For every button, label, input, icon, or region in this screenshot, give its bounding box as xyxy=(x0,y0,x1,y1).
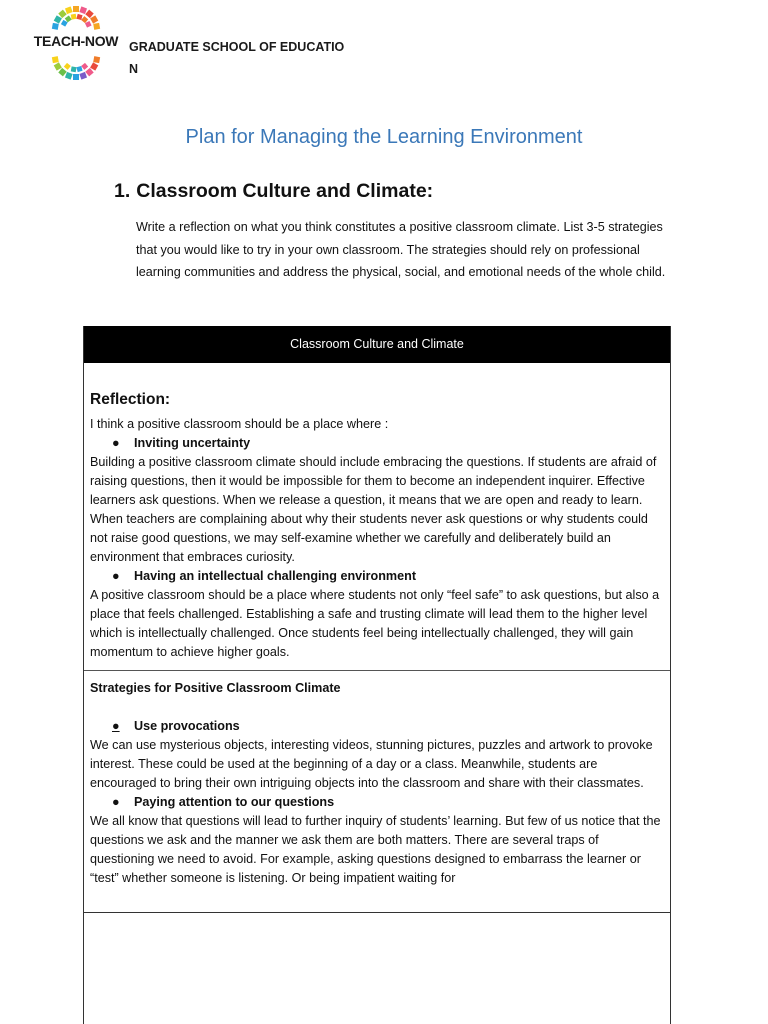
section-instructions: Write a reflection on what you think constitutes a positive classroom climate. List 3-5 strategies that you would like to try in your own classroom. The strategies should rely on professional learning communities and address the physical, social, and emotional needs of the whole child. xyxy=(136,220,666,279)
bullet-text: A positive classroom should be a place where students not only “feel safe” to ask questions, but also a place that feels challenged. Establishing a safe and trusting climate will lead them to the higher level which is intellectually challenged. Once students feel being intellectually challenged, they will gain momentum to achieve higher goals. xyxy=(90,588,660,659)
reflection-intro: I think a positive classroom should be a place where : xyxy=(90,417,389,431)
reflection-heading: Reflection: xyxy=(90,391,171,408)
bullet-icon: ● xyxy=(112,719,120,733)
section-title: Classroom Culture and Climate: xyxy=(136,180,434,202)
bullet-title: Paying attention to our questions xyxy=(134,795,335,809)
section-heading xyxy=(114,180,433,203)
document-title: Plan for Managing the Learning Environment xyxy=(185,126,583,148)
strategies-cell xyxy=(84,671,670,913)
bullet-item xyxy=(90,793,664,812)
bullet-text: We all know that questions will lead to further inquiry of students’ learning. But few of us notice that the questions we ask and the manner we ask them are both matters. There are several traps of questioning we need to avoid. For example, asking questions designed to embarrass the learner or “test” whether someone is listening. Or being impatient waiting for xyxy=(90,814,661,885)
bullet-item xyxy=(90,567,664,586)
strategies-heading: Strategies for Positive Classroom Climate xyxy=(90,681,341,695)
bullet-text: Building a positive classroom climate should include embracing the questions. If students are afraid of raising questions, then it would be impossible for them to become an independent inquirer. Effective learners ask questions. When we release a question, it means that we are open and ready to learn. When teachers are complaining about why their students never ask questions or why students could not raise good questions, we may self-examine whether we carefully and deliberately build an environment that embraces curiosity. xyxy=(90,455,657,564)
bullet-item xyxy=(90,434,664,453)
bullet-icon: ● xyxy=(112,795,120,809)
bullet-text: We can use mysterious objects, interesting videos, stunning pictures, puzzles and artwork to provoke interest. These could be used at the beginning of a day or a class. Meanwhile, students are encouraged to bring their own intriguing objects into the classroom and share with their classmates. xyxy=(90,738,653,790)
table-header: Classroom Culture and Climate xyxy=(84,326,670,363)
bullet-title: Inviting uncertainty xyxy=(134,436,251,450)
bullet-item xyxy=(90,717,664,736)
section-number: 1. xyxy=(114,180,131,202)
bullet-title: Having an intellectual challenging environment xyxy=(134,569,417,583)
bullet-title: Use provocations xyxy=(134,719,240,733)
culture-climate-table xyxy=(83,326,671,1024)
school-name: GRADUATE SCHOOL OF EDUCATIO N xyxy=(129,40,345,76)
bullet-icon: ● xyxy=(112,569,120,583)
teach-now-logo xyxy=(26,4,126,82)
reflection-cell xyxy=(84,363,670,671)
bullet-icon: ● xyxy=(112,436,120,450)
logo-text: TEACH-NOW xyxy=(33,33,119,49)
